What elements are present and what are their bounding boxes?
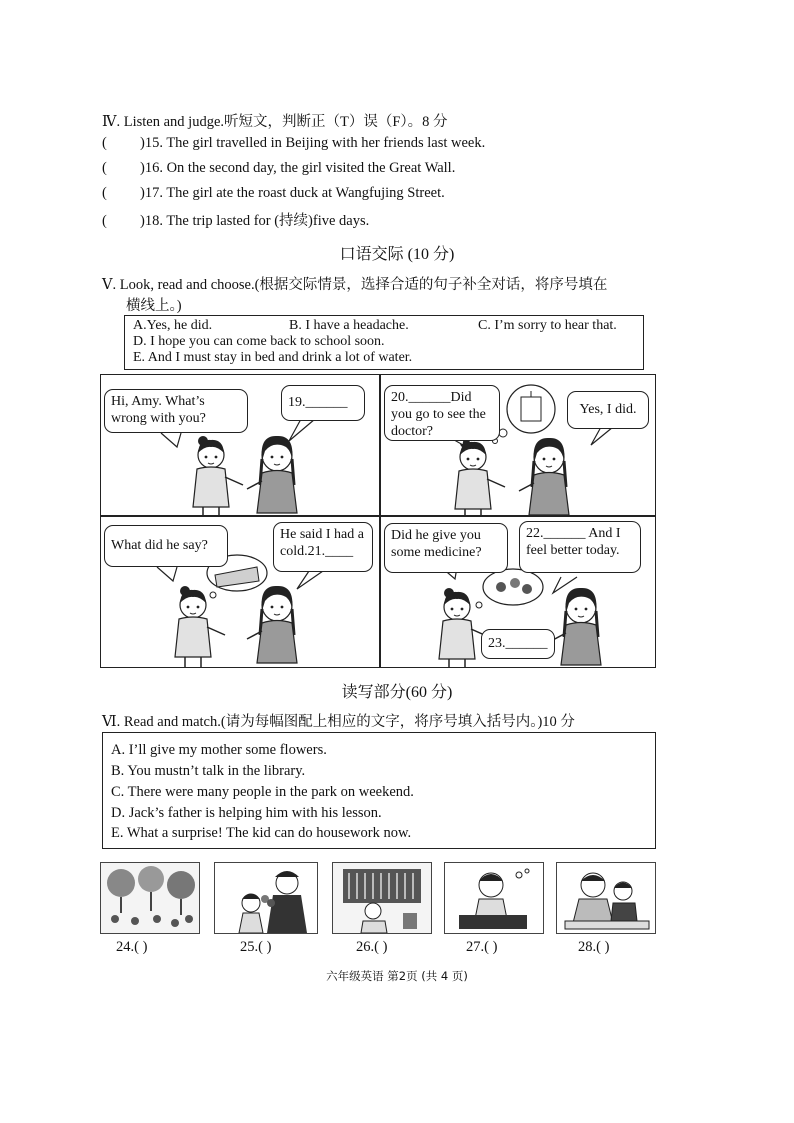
speech-bubble-answer-20: 20.______Did you go to see the doctor? (384, 385, 500, 441)
read-write-section-title: 读写部分(60 分) (341, 684, 453, 701)
option-e: E. What a surprise! The kid can do housework now. (111, 825, 412, 841)
speech-bubble: Did he give you some medicine? (384, 523, 508, 573)
answer-paren: ( (102, 160, 107, 176)
choices-box (124, 315, 644, 370)
speech-bubble: Hi, Amy. What’s wrong with you? (104, 389, 248, 433)
section-6-heading: Ⅵ. Read and match.(请为每幅图配上相应的文字，将序号填入括号内。)10 分 (102, 714, 575, 730)
choice-e: E. And I must stay in bed and drink a lot of water. (133, 350, 413, 365)
question-text: )18. The trip lasted for (持续)five days. (140, 213, 370, 229)
option-a: A. I’ll give my mother some flowers. (111, 742, 327, 758)
comic-panel-1 (100, 374, 380, 516)
speech-bubble-answer-22: 22.______ And I feel better today. (519, 521, 641, 573)
picture-library (332, 862, 432, 934)
answer-paren: ( (102, 213, 107, 229)
speech-bubble-answer-21: He said I had a cold.21.____ (273, 522, 373, 572)
choice-a: A.Yes, he did. (133, 318, 213, 333)
options-box (102, 732, 656, 849)
match-label-26: 26.( ) (356, 939, 388, 955)
page-footer: 六年级英语 第2页 (共 4 页) (326, 969, 468, 983)
choice-b: B. I have a headache. (289, 318, 409, 333)
question-text: )16. On the second day, the girl visited the Great Wall. (140, 160, 456, 176)
answer-paren: ( (102, 135, 107, 151)
question-text: )15. The girl travelled in Beijing with her friends last week. (140, 135, 486, 151)
match-label-24: 24.( ) (116, 939, 148, 955)
match-label-28: 28.( ) (578, 939, 610, 955)
match-label-27: 27.( ) (466, 939, 498, 955)
choice-c: C. I’m sorry to hear that. (478, 318, 617, 333)
section-5-heading-line2: 横线上。) (126, 298, 182, 314)
comic-panel-3 (100, 516, 380, 668)
picture-housework (444, 862, 544, 934)
question-17 (102, 185, 445, 202)
picture-park-crowd (100, 862, 200, 934)
speech-bubble-answer-19: 19.______ (281, 385, 365, 421)
oral-section-title: 口语交际 (10 分) (339, 246, 455, 263)
option-c: C. There were many people in the park on weekend. (111, 784, 414, 800)
option-b: B. You mustn’t talk in the library. (111, 763, 306, 779)
picture-father-helping (556, 862, 656, 934)
speech-bubble: What did he say? (104, 525, 228, 567)
section-4-heading: Ⅳ. Listen and judge.听短文，判断正（T）误（F）。8 分 (102, 114, 448, 130)
picture-flowers-to-mother (214, 862, 318, 934)
section-5-heading-line1: Ⅴ. Look, read and choose.(根据交际情景，选择合适的句子补全对话，将序号填在 (102, 277, 608, 293)
speech-bubble: Yes, I did. (567, 391, 649, 429)
question-18 (102, 209, 369, 230)
choice-d: D. I hope you can come back to school soon. (133, 334, 385, 349)
speech-bubble-answer-23: 23.______ (481, 629, 555, 659)
option-d: D. Jack’s father is helping him with his lesson. (111, 805, 382, 821)
match-label-25: 25.( ) (240, 939, 272, 955)
comic-panel-4 (380, 516, 656, 668)
comic-panel-2 (380, 374, 656, 516)
question-text: )17. The girl ate the roast duck at Wangfujing Street. (140, 185, 445, 201)
question-15 (102, 135, 485, 152)
question-16 (102, 160, 455, 177)
answer-paren: ( (102, 185, 107, 201)
